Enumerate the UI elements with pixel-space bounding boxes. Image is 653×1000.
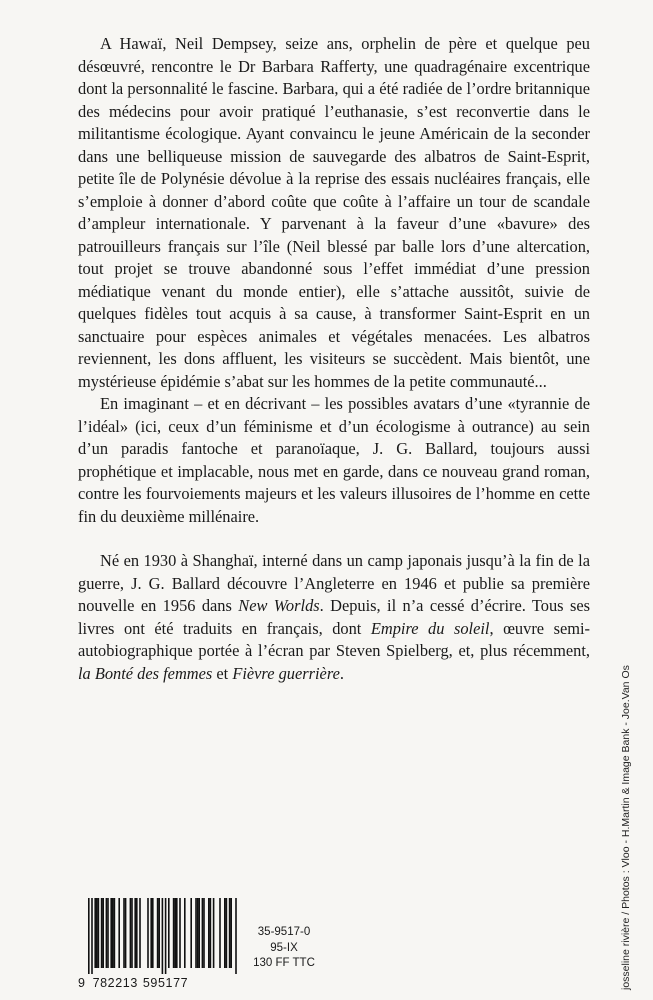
barcode-bar [114,898,116,968]
barcode-bar [230,898,232,968]
bio-text-5: . [339,663,344,683]
synopsis-text [78,33,590,528]
barcode-bar [202,898,204,968]
barcode-lead-digit: 9 [78,976,86,990]
barcode-bar [134,898,136,968]
barcode-bar [110,898,112,968]
synopsis-paragraph-1: A Hawaï, Neil Dempsey, seize ans, orphelin de père et quelque peu désœuvré, rencontre le Dr Barbara Rafferty, une quadragénaire excentrique dont la personnalité le fascine. Barbara, qui a été radiée de l’ordre britannique des médecins pour avoir pratiqué l’euthanasie, s’est reconvertie dans le militantisme écologique. Ayant convaincu le jeune Américain de la seconder dans une belliqueuse mission de sauvegarde des albatros de Saint-Esprit, petite île de Polynésie dévolue à la reprise des essais nucléaires français, elle s’emploie à donner d’abord coûte que coûte à l’affaire un tour de scandale d’ampleur internationale. Y parvenant à la faveur d’une «bavure» des patrouilleurs français sur l’île (Neil blessé par balle lors d’une altercation, tout projet se trouve abandonné sous l’effet immédiat d’une pression médiatique venant du monde entier), elle s’attache aussitôt, suivie de quelques fidèles tout acquis à sa cause, à transformer Saint-Esprit en un sanctuaire pour espèces animales et végétales menacées. Les albatros reviennent, les dons affluent, les visiteurs se succèdent. Mais bientôt, une mystérieuse épidémie s’abat sur les hommes de la petite communauté... [78,34,590,391]
barcode-bar [173,898,175,968]
author-bio-paragraph [78,550,590,685]
barcode-bar [106,898,108,968]
barcode-bar [130,898,132,968]
barcode-bar [112,898,114,968]
barcode-bar [190,898,192,968]
barcode-bar [102,898,104,968]
barcode-bar [157,898,159,968]
barcode-bar [176,898,178,968]
bio-text-2: . Depuis, il n’a cessé d’écrire. Tous ses livres ont été traduits en français, dont [78,596,590,638]
barcode-bar [219,898,221,968]
barcode-bar [195,898,197,968]
synopsis-paragraph-2: En imaginant – et en décrivant – les possibles avatars d’une «tyrannie de l’idéal» (ici, ceux d’un féminisme et d’un écologisme à outrance) au sein d’un paradis fantoche et paranoïaque, J. G. Ballard, toujours aussi prophétique et implacable, nous met en garde, dans ce nouveau grand roman, contre les fourvoiements majeurs et les valeurs illusoires de l’homme en cette fin du deuxième millénaire. [78,394,590,526]
barcode-bar [98,898,100,968]
barcode-bar [91,898,93,974]
barcode-bar [203,898,205,968]
barcode-bar [131,898,133,968]
book-title-3: Fièvre guerrière [232,663,340,683]
author-bio [78,550,590,685]
barcode-bar [158,898,160,968]
barcode-bar [213,898,215,968]
bio-text-1: Né en 1930 à Shanghaï, interné dans un camp japonais jusqu’à la fin de la guerre, J. G. Ballard découvre l’Angleterre en 1946 et publie sa première nouvelle en 1956 dans [78,551,590,615]
photo-credit: josseline rivière / Photos : Vloo - H.Martin & Image Bank - Joe.Van Os [620,665,632,990]
barcode-bar [139,898,141,968]
magazine-title: New Worlds [238,596,320,615]
barcode-bar [118,898,120,968]
barcode-bar [150,898,152,968]
isbn-barcode [78,898,238,990]
barcode-bar [123,898,125,968]
bio-text-3: , œuvre semi-autobiographique portée à l’écran par Steven Spielberg, et, plus récemment, [78,618,590,660]
barcode-bar [94,898,96,968]
barcode-bar [235,898,237,974]
barcode-bar [162,898,164,974]
barcode-bar [147,898,149,968]
barcode-bar [165,898,167,974]
price-label: 130 FF TTC [253,957,315,969]
barcode-bar [125,898,127,968]
barcode-bar [197,898,199,968]
barcode-bar [229,898,231,968]
product-code: 35-9517-0 [257,926,311,938]
bio-text-4: et [212,663,233,683]
barcode-bar [152,898,154,968]
barcode-bar [208,898,210,968]
barcode-bar [136,898,138,968]
barcode-bar [88,898,90,974]
barcode-bar [174,898,176,968]
barcode-bars [78,898,238,974]
barcode-bar [96,898,98,968]
barcode-bar [168,898,170,968]
barcode-bar [198,898,200,968]
price-block [250,925,318,972]
edition-code: 95-IX [270,941,298,954]
book-title-2: la Bonté des femmes [78,663,213,683]
barcode-group-2: 595177 [142,976,189,990]
barcode-bar [107,898,109,968]
barcode-bar [101,898,103,968]
barcode-bar [210,898,212,968]
book-title-1: Empire du soleil [370,618,490,638]
barcode-bar [184,898,186,968]
barcode-group-1: 782213 [92,976,138,990]
barcode-bar [179,898,181,968]
barcode-digits [78,976,188,990]
barcode-bar [224,898,226,968]
barcode-bar [226,898,228,968]
